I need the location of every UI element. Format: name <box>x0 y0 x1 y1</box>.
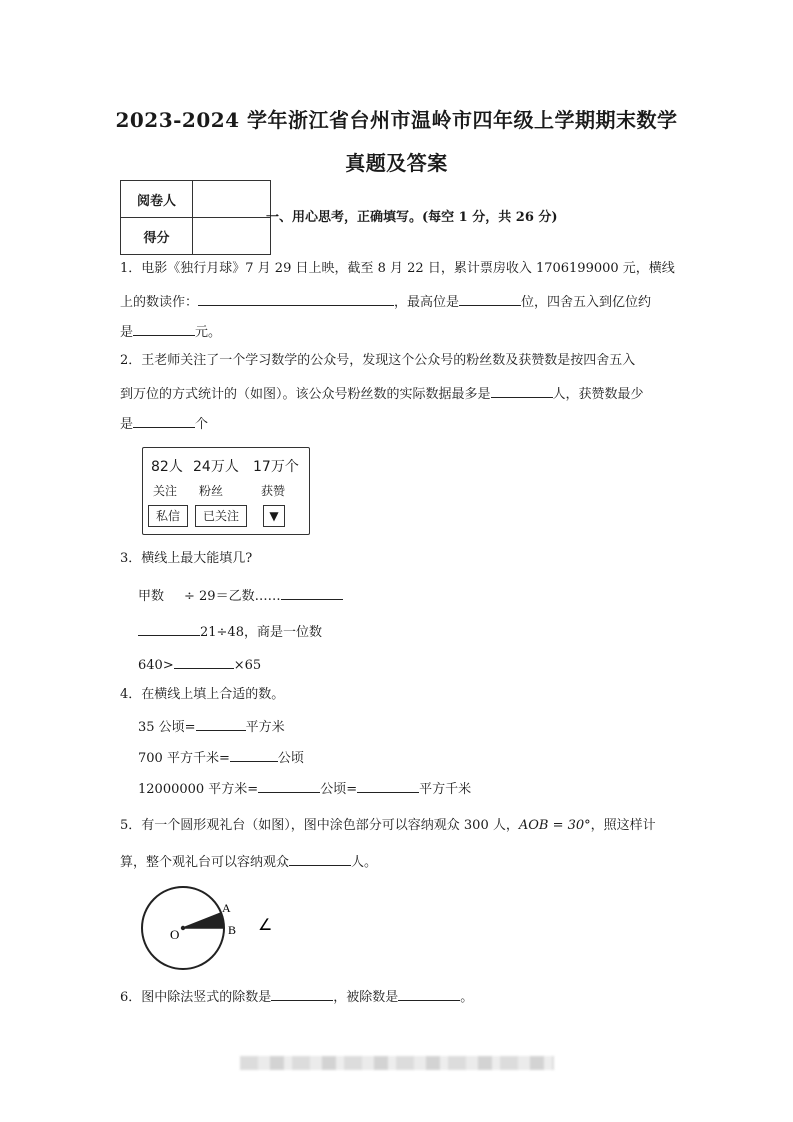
page-title-line1: 2023-2024 学年浙江省台州市温岭市四年级上学期期末数学 <box>115 108 678 132</box>
q1-line2-c: 位，四舍五入到亿位约 <box>521 295 652 310</box>
section1-heading: 一、用心思考，正确填写。(每空 1 分，共 26 分) <box>266 210 558 225</box>
q1-line3-b: 元。 <box>195 325 222 340</box>
page-title-line2: 真题及答案 <box>345 151 448 175</box>
message-button: 私信 <box>148 505 188 527</box>
q6-line <box>120 987 473 1007</box>
q1-blank-highest-place[interactable] <box>459 292 521 306</box>
stat-following: 82人 <box>151 459 183 475</box>
q6-line-a: 6．图中除法竖式的除数是 <box>120 990 272 1005</box>
q1-line3-a: 是 <box>120 325 134 340</box>
score-label: 得分 <box>121 218 193 255</box>
score-cell <box>193 218 271 255</box>
q6-line-b: ，被除数是 <box>333 990 399 1005</box>
q5-line1-b: ，照这样计 <box>590 818 656 833</box>
q5-blank-total-audience[interactable] <box>289 852 351 866</box>
q4-row2 <box>138 748 304 768</box>
q3-blank-remainder[interactable] <box>281 586 343 600</box>
reviewer-label: 阅卷人 <box>121 181 193 218</box>
q4-row3 <box>138 779 471 799</box>
q2-line2-a: 到万位的方式统计的（如图）。该公众号粉丝数的实际数据最多是 <box>120 387 491 402</box>
q4-heading: 4．在横线上填上合适的数。 <box>120 687 285 702</box>
blurred-footer-watermark <box>240 1056 554 1070</box>
q3-row3-b: ×65 <box>233 658 262 673</box>
q3-row1-b: ÷ 29＝乙数…… <box>184 589 281 604</box>
stat-fans: 24万人 <box>193 459 239 475</box>
center-point <box>181 926 185 930</box>
q4-blank-hectare-2[interactable] <box>258 779 320 793</box>
q3-row3 <box>138 655 261 675</box>
angle-sign-icon: ∠ <box>258 915 273 934</box>
q4-row2-b: 公顷 <box>277 751 304 766</box>
label-fans: 粉丝 <box>199 484 224 498</box>
q2-line1: 2．王老师关注了一个学习数学的公众号，发现这个公众号的粉丝数及获赞数是按四舍五入 <box>120 353 636 368</box>
q3-row2-text: 21÷48，商是一位数 <box>200 625 322 640</box>
stat-likes: 17万个 <box>253 459 299 475</box>
q3-blank-factor[interactable] <box>174 655 234 669</box>
q2-line2-b: 人，获赞数最少 <box>552 387 644 402</box>
q6-blank-divisor[interactable] <box>271 987 333 1001</box>
q5-line1-a: 5．有一个圆形观礼台（如图），图中涂色部分可以容纳观众 300 人， <box>120 818 519 833</box>
q4-row1-b: 平方米 <box>245 720 285 735</box>
followed-button: 已关注 <box>195 505 247 527</box>
q2-line3 <box>120 414 208 434</box>
q4-row1 <box>138 717 285 737</box>
q1-line3 <box>120 322 221 342</box>
q3-row1-a: 甲数 <box>138 589 165 604</box>
q1-line2 <box>120 292 651 312</box>
q4-blank-sqkm[interactable] <box>357 779 419 793</box>
q3-blank-digit[interactable] <box>138 622 200 636</box>
q1-line2-a: 上的数读作： <box>120 295 199 310</box>
reviewer-cell <box>193 181 271 218</box>
q2-figure-account-stats <box>142 447 310 535</box>
q4-row3-a: 12000000 平方米= <box>138 782 259 797</box>
q4-blank-sqm[interactable] <box>196 717 246 731</box>
label-likes: 获赞 <box>261 484 286 498</box>
q2-blank-min-likes[interactable] <box>133 414 195 428</box>
q1-blank-rounded[interactable] <box>133 322 195 336</box>
q6-line-c: 。 <box>460 990 474 1005</box>
q4-row2-a: 700 平方千米= <box>138 751 230 766</box>
q4-row1-a: 35 公顷= <box>138 720 196 735</box>
label-following: 关注 <box>153 484 178 498</box>
label-o: O <box>170 927 180 942</box>
q1-line2-b: ，最高位是 <box>394 295 460 310</box>
q1-line1: 1．电影《独行月球》7 月 29 日上映，截至 8 月 22 日，累计票房收入 1706199000 元，横线 <box>120 261 675 276</box>
q5-angle-math: AOB = 30° <box>518 818 591 833</box>
q3-row2 <box>138 622 322 642</box>
q3-row3-a: 640> <box>138 658 174 673</box>
q2-line3-a: 是 <box>120 417 134 432</box>
q6-blank-dividend[interactable] <box>398 987 460 1001</box>
q3-row1 <box>138 586 343 606</box>
label-a: A <box>222 901 231 915</box>
q4-row3-c: 平方千米 <box>419 782 472 797</box>
q4-blank-hectare[interactable] <box>230 748 278 762</box>
q5-line2-a: 算，整个观礼台可以容纳观众 <box>120 855 290 870</box>
q2-line3-b: 个 <box>195 417 209 432</box>
q5-figure-circle <box>136 880 286 978</box>
q1-blank-reading[interactable] <box>198 292 394 306</box>
q5-line2 <box>120 852 377 872</box>
label-b: B <box>228 923 237 937</box>
dropdown-arrow-icon: ▼ <box>263 505 285 527</box>
q2-line2 <box>120 384 644 404</box>
score-table <box>120 180 271 255</box>
q4-row3-b: 公顷= <box>320 782 358 797</box>
q3-heading: 3．横线上最大能填几? <box>120 551 253 566</box>
q5-line1 <box>120 817 656 835</box>
q5-line2-b: 人。 <box>351 855 378 870</box>
q2-blank-max-fans[interactable] <box>491 384 553 398</box>
